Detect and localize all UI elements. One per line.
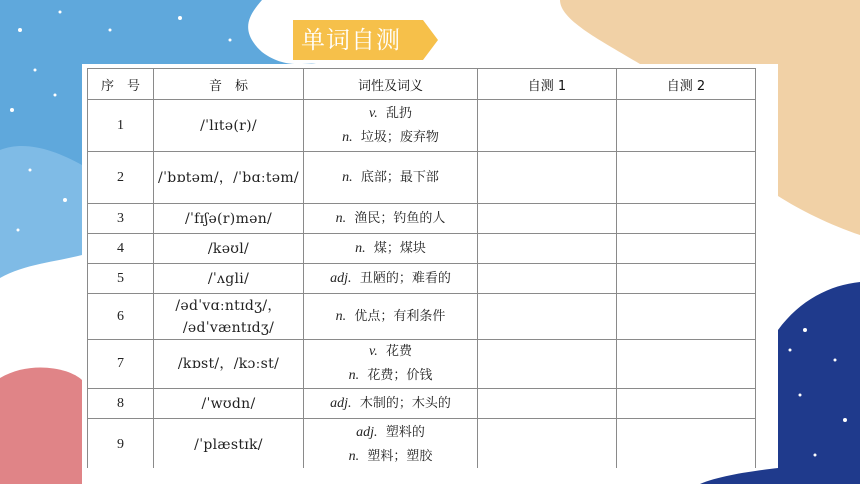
phonetic-text: /ˈlɪtə(r)/ bbox=[200, 117, 257, 134]
row-number: 6 bbox=[88, 294, 154, 340]
self-test-2-cell[interactable] bbox=[617, 294, 756, 340]
definition-cell bbox=[304, 340, 478, 389]
table-row bbox=[88, 294, 756, 340]
phonetic-text: /ˈwʊdn/ bbox=[201, 395, 256, 412]
row-number: 2 bbox=[88, 152, 154, 204]
part-of-speech: n. bbox=[342, 169, 353, 185]
page-title: 单词自测 bbox=[301, 26, 401, 54]
definition-line bbox=[304, 237, 477, 261]
phonetic-cell bbox=[154, 294, 304, 340]
spacer bbox=[378, 344, 386, 359]
definition-line bbox=[304, 421, 477, 445]
meaning-text: 垃圾；废弃物 bbox=[360, 129, 439, 145]
meaning-text: 优点；有利条件 bbox=[354, 308, 446, 324]
spacer bbox=[366, 241, 374, 256]
part-of-speech: n. bbox=[335, 308, 347, 324]
meaning-text: 底部；最下部 bbox=[360, 169, 439, 185]
definition-line bbox=[304, 267, 477, 291]
spacer bbox=[378, 106, 386, 121]
meaning-text: 塑料的 bbox=[385, 424, 425, 440]
header-self-test-2: 自测 2 bbox=[617, 69, 756, 100]
definition-line bbox=[304, 445, 477, 469]
blue-cloud-shape bbox=[0, 146, 82, 278]
vocabulary-sheet bbox=[82, 64, 778, 468]
self-test-2-cell[interactable] bbox=[617, 152, 756, 204]
phonetic-cell bbox=[154, 264, 304, 294]
row-number: 9 bbox=[88, 419, 154, 469]
phonetic-cell bbox=[154, 234, 304, 264]
definition-line bbox=[304, 207, 477, 231]
meaning-text: 渔民；钓鱼的人 bbox=[354, 210, 446, 226]
part-of-speech: adj. bbox=[356, 424, 378, 440]
definition-line bbox=[304, 364, 477, 388]
self-test-2-cell[interactable] bbox=[617, 419, 756, 469]
phonetic-cell bbox=[154, 419, 304, 469]
definition-cell bbox=[304, 152, 478, 204]
meaning-text: 花费；价钱 bbox=[367, 368, 433, 383]
pink-cloud-shape bbox=[0, 367, 82, 484]
row-number: 4 bbox=[88, 234, 154, 264]
definition-cell bbox=[304, 294, 478, 340]
definition-cell bbox=[304, 100, 478, 152]
self-test-1-cell[interactable] bbox=[478, 234, 617, 264]
spacer bbox=[352, 396, 360, 411]
definition-line bbox=[304, 166, 477, 190]
phonetic-cell bbox=[154, 152, 304, 204]
definition-line bbox=[304, 340, 477, 364]
part-of-speech: n. bbox=[355, 240, 366, 256]
definition-line bbox=[304, 392, 477, 416]
self-test-1-cell[interactable] bbox=[478, 100, 617, 152]
meaning-text: 木制的；木头的 bbox=[359, 395, 451, 411]
meaning-text: 煤；煤块 bbox=[373, 240, 426, 256]
spacer bbox=[353, 170, 361, 185]
vocabulary-table bbox=[87, 68, 756, 468]
header-definition: 词性及词义 bbox=[304, 69, 478, 100]
part-of-speech: n. bbox=[348, 368, 360, 383]
definition-cell bbox=[304, 234, 478, 264]
spacer bbox=[378, 425, 386, 440]
self-test-1-cell[interactable] bbox=[478, 264, 617, 294]
row-number: 1 bbox=[88, 100, 154, 152]
self-test-2-cell[interactable] bbox=[617, 204, 756, 234]
definition-line bbox=[304, 126, 477, 150]
spacer bbox=[352, 271, 360, 286]
phonetic-text: /ədˈvæntɪdʒ/ bbox=[182, 319, 275, 336]
part-of-speech: adj. bbox=[330, 395, 352, 411]
table-row bbox=[88, 389, 756, 419]
header-number: 序 号 bbox=[88, 69, 154, 100]
self-test-2-cell[interactable] bbox=[617, 264, 756, 294]
definition-line bbox=[304, 305, 477, 329]
row-number: 8 bbox=[88, 389, 154, 419]
table-row bbox=[88, 234, 756, 264]
definition-cell bbox=[304, 389, 478, 419]
self-test-2-cell[interactable] bbox=[617, 234, 756, 264]
phonetic-text: /kəʊl/ bbox=[207, 240, 250, 257]
table-header-row bbox=[88, 69, 756, 100]
table-row bbox=[88, 264, 756, 294]
meaning-text: 花费 bbox=[385, 344, 412, 359]
phonetic-cell bbox=[154, 340, 304, 389]
self-test-1-cell[interactable] bbox=[478, 389, 617, 419]
self-test-1-cell[interactable] bbox=[478, 294, 617, 340]
self-test-1-cell[interactable] bbox=[478, 340, 617, 389]
row-number: 7 bbox=[88, 340, 154, 389]
header-phonetic: 音 标 bbox=[154, 69, 304, 100]
phonetic-cell bbox=[154, 389, 304, 419]
definition-cell bbox=[304, 204, 478, 234]
phonetic-text: /ˈfɪʃə(r)mən/ bbox=[184, 210, 273, 227]
phonetic-cell bbox=[154, 204, 304, 234]
phonetic-text: /ədˈvɑːntɪdʒ/， bbox=[175, 297, 282, 314]
meaning-text: 乱扔 bbox=[385, 105, 412, 121]
self-test-2-cell[interactable] bbox=[617, 100, 756, 152]
table-row bbox=[88, 204, 756, 234]
self-test-2-cell[interactable] bbox=[617, 389, 756, 419]
table-row bbox=[88, 152, 756, 204]
part-of-speech: n. bbox=[335, 210, 347, 226]
phonetic-text: /ˈplæstɪk/ bbox=[194, 436, 263, 453]
phonetic-text: /kɒst/，/kɔːst/ bbox=[177, 356, 280, 372]
table-row bbox=[88, 419, 756, 469]
part-of-speech: n. bbox=[342, 129, 353, 145]
meaning-text: 丑陋的；难看的 bbox=[359, 270, 451, 286]
self-test-1-cell[interactable] bbox=[478, 204, 617, 234]
phonetic-cell bbox=[154, 100, 304, 152]
self-test-1-cell[interactable] bbox=[478, 419, 617, 469]
row-number: 5 bbox=[88, 264, 154, 294]
definition-cell bbox=[304, 264, 478, 294]
self-test-1-cell[interactable] bbox=[478, 152, 617, 204]
part-of-speech: v. bbox=[369, 344, 378, 359]
phonetic-text: /ˈʌgli/ bbox=[207, 270, 250, 287]
row-number: 3 bbox=[88, 204, 154, 234]
meaning-text: 塑料；塑胶 bbox=[367, 448, 433, 464]
table-row bbox=[88, 100, 756, 152]
spacer bbox=[353, 130, 361, 145]
header-self-test-1: 自测 1 bbox=[478, 69, 617, 100]
self-test-2-cell[interactable] bbox=[617, 340, 756, 389]
part-of-speech: n. bbox=[348, 448, 360, 464]
table-row bbox=[88, 340, 756, 389]
phonetic-text: /ˈbɒtəm/，/ˈbɑːtəm/ bbox=[158, 169, 299, 186]
definition-cell bbox=[304, 419, 478, 469]
definition-line bbox=[304, 102, 477, 126]
part-of-speech: v. bbox=[369, 105, 378, 121]
part-of-speech: adj. bbox=[330, 270, 352, 286]
